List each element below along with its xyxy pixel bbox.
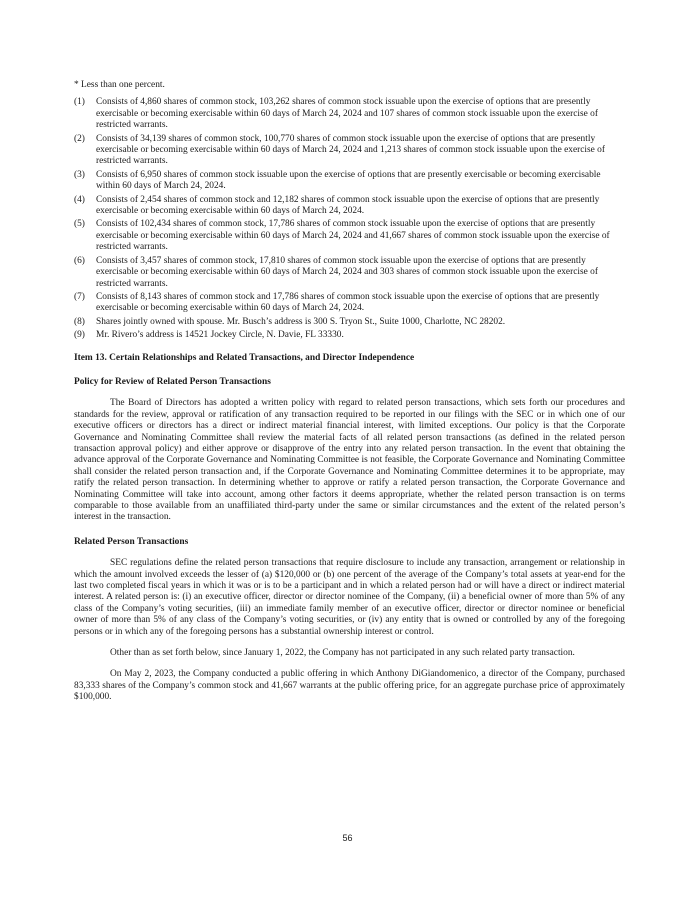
footnote-less-than-one-percent: * Less than one percent. [74,80,165,90]
footnote-item [74,97,625,131]
ownership-footnotes [74,97,625,341]
policy-heading: Policy for Review of Related Person Transactions [74,376,271,387]
footnote-text: Consists of 6,950 shares of common stock issuable upon the exercise of options that are presently exercisable or becoming exercisable within 60 days of March 24, 2024. [96,169,601,192]
footnote-item [74,330,625,341]
page-number: 56 [342,833,353,843]
no-transactions-paragraph: Other than as set forth below, since January 1, 2022, the Company has not participated in any such related party transaction. [110,648,575,659]
sec-regulations-paragraph: SEC regulations define the related person transactions that require disclosure to include any transaction, arrangement or relationship in which the amount involved exceeds the lesser of (a) $120,000 or (b) one percent of the average of the Company’s total assets at year-end for the last two completed fiscal years in which it was or is to be a participant and in which a related person had or will have a direct or indirect material interest. A related person is: (i) an executive officer, director or director nominee of the Company, (ii) a beneficial owner of more than 5% of any class of the Company’s voting securities, (iii) an immediate family member of an executive officer, director or director nominee or beneficial owner of more than 5% of any class of the Company’s voting securities, or (iv) any entity that is owned or controlled by any of the foregoing persons or in which any of the foregoing persons has a substantial ownership interest or control. [74,558,625,637]
footnote-item [74,256,625,290]
footnote-text: Shares jointly owned with spouse. Mr. Busch’s address is 300 S. Tryon St., Suite 1000, Charlotte, NC 28202. [96,316,506,327]
public-offering-paragraph: On May 2, 2023, the Company conducted a public offering in which Anthony DiGiandomenico, a director of the Company, purchased 83,333 shares of the Company’s common stock and 41,667 warrants at the public offering price, for an aggregate purchase price of approximately $100,000. [74,669,625,703]
footnote-item [74,170,625,193]
policy-paragraph: The Board of Directors has adopted a written policy with regard to related person transactions, which sets forth our procedures and standards for the review, approval or ratification of any transaction required to be reported in our filings with the SEC or in which one of our executive officers or directors has a direct or indirect material financial interest, with limited exceptions. Our policy is that the Corporate Governance and Nominating Committee shall review the material facts of all related person transactions (as defined in the related person transaction approval policy) and either approve or disapprove of the entry into any related person transaction. In the event that obtaining the advance approval of the Corporate Governance and Nominating Committee is not feasible, the Corporate Governance and Nominating Committee shall consider the related person transaction and, if the Corporate Governance and Nominating Committee determines it to be appropriate, may ratify the related person transaction. In determining whether to approve or ratify a related person transaction, the Corporate Governance and Nominating Committee will take into account, among other factors it deems appropriate, whether the related person transaction is on terms comparable to those available from an unaffiliated third-party under the same or similar circumstances and the extent of the related person’s interest in the transaction. [74,398,625,523]
footnote-text: Consists of 4,860 shares of common stock, 103,262 shares of common stock issuable upon the exercise of options that are presently exercisable or becoming exercisable within 60 days of March 24, 2024 and 107 shares of common stock issuable upon the exercise of restricted warrants. [96,97,598,131]
item-13-heading: Item 13. Certain Relationships and Related Transactions, and Director Independence [74,352,415,363]
footnote-item [74,317,625,328]
footnote-number: (1) [74,97,85,108]
footnote-number: (2) [74,133,85,144]
page-content [74,80,625,704]
footnote-item [74,292,625,315]
footnote-number: (8) [74,316,85,327]
footnote-text: Consists of 2,454 shares of common stock and 12,182 shares of common stock issuable upon the exercise of options that are presently exercisable or becoming exercisable within 60 days of March 24, 2024. [96,194,600,217]
footnote-item [74,134,625,168]
footnote-number: (4) [74,194,85,205]
footnote-number: (5) [74,219,85,230]
footnote-text: Consists of 102,434 shares of common stock, 17,786 shares of common stock issuable upon the exercise of options that are presently exercisable or becoming exercisable within 60 days of March 24, 2024 and 41,667 shares of common stock issuable upon the exercise of restricted warrants. [96,219,610,253]
footnote-item [74,219,625,253]
footnote-number: (6) [74,255,85,266]
footnote-number: (7) [74,291,85,302]
footnote-text: Consists of 34,139 shares of common stock, 100,770 shares of common stock issuable upon the exercise of options that are presently exercisable or becoming exercisable within 60 days of March 24, 2024 and 1,213 shares of common stock issuable upon the exercise of restricted warrants. [96,133,605,167]
footnote-item [74,195,625,218]
footnote-number: (9) [74,330,85,341]
footnote-text: Mr. Rivero’s address is 14521 Jockey Circle, N. Davie, FL 33330. [96,330,344,341]
footnote-text: Consists of 3,457 shares of common stock, 17,810 shares of common stock issuable upon the exercise of options that are presently exercisable or becoming exercisable within 60 days of March 24, 2024 and 303 shares of common stock issuable upon the exercise of restricted warrants. [96,255,598,289]
footnote-text: Consists of 8,143 shares of common stock and 17,786 shares of common stock issuable upon the exercise of options that are presently exercisable or becoming exercisable within 60 days of March 24, 2024. [96,291,600,314]
related-transactions-heading: Related Person Transactions [74,536,189,547]
footnote-number: (3) [74,169,85,180]
